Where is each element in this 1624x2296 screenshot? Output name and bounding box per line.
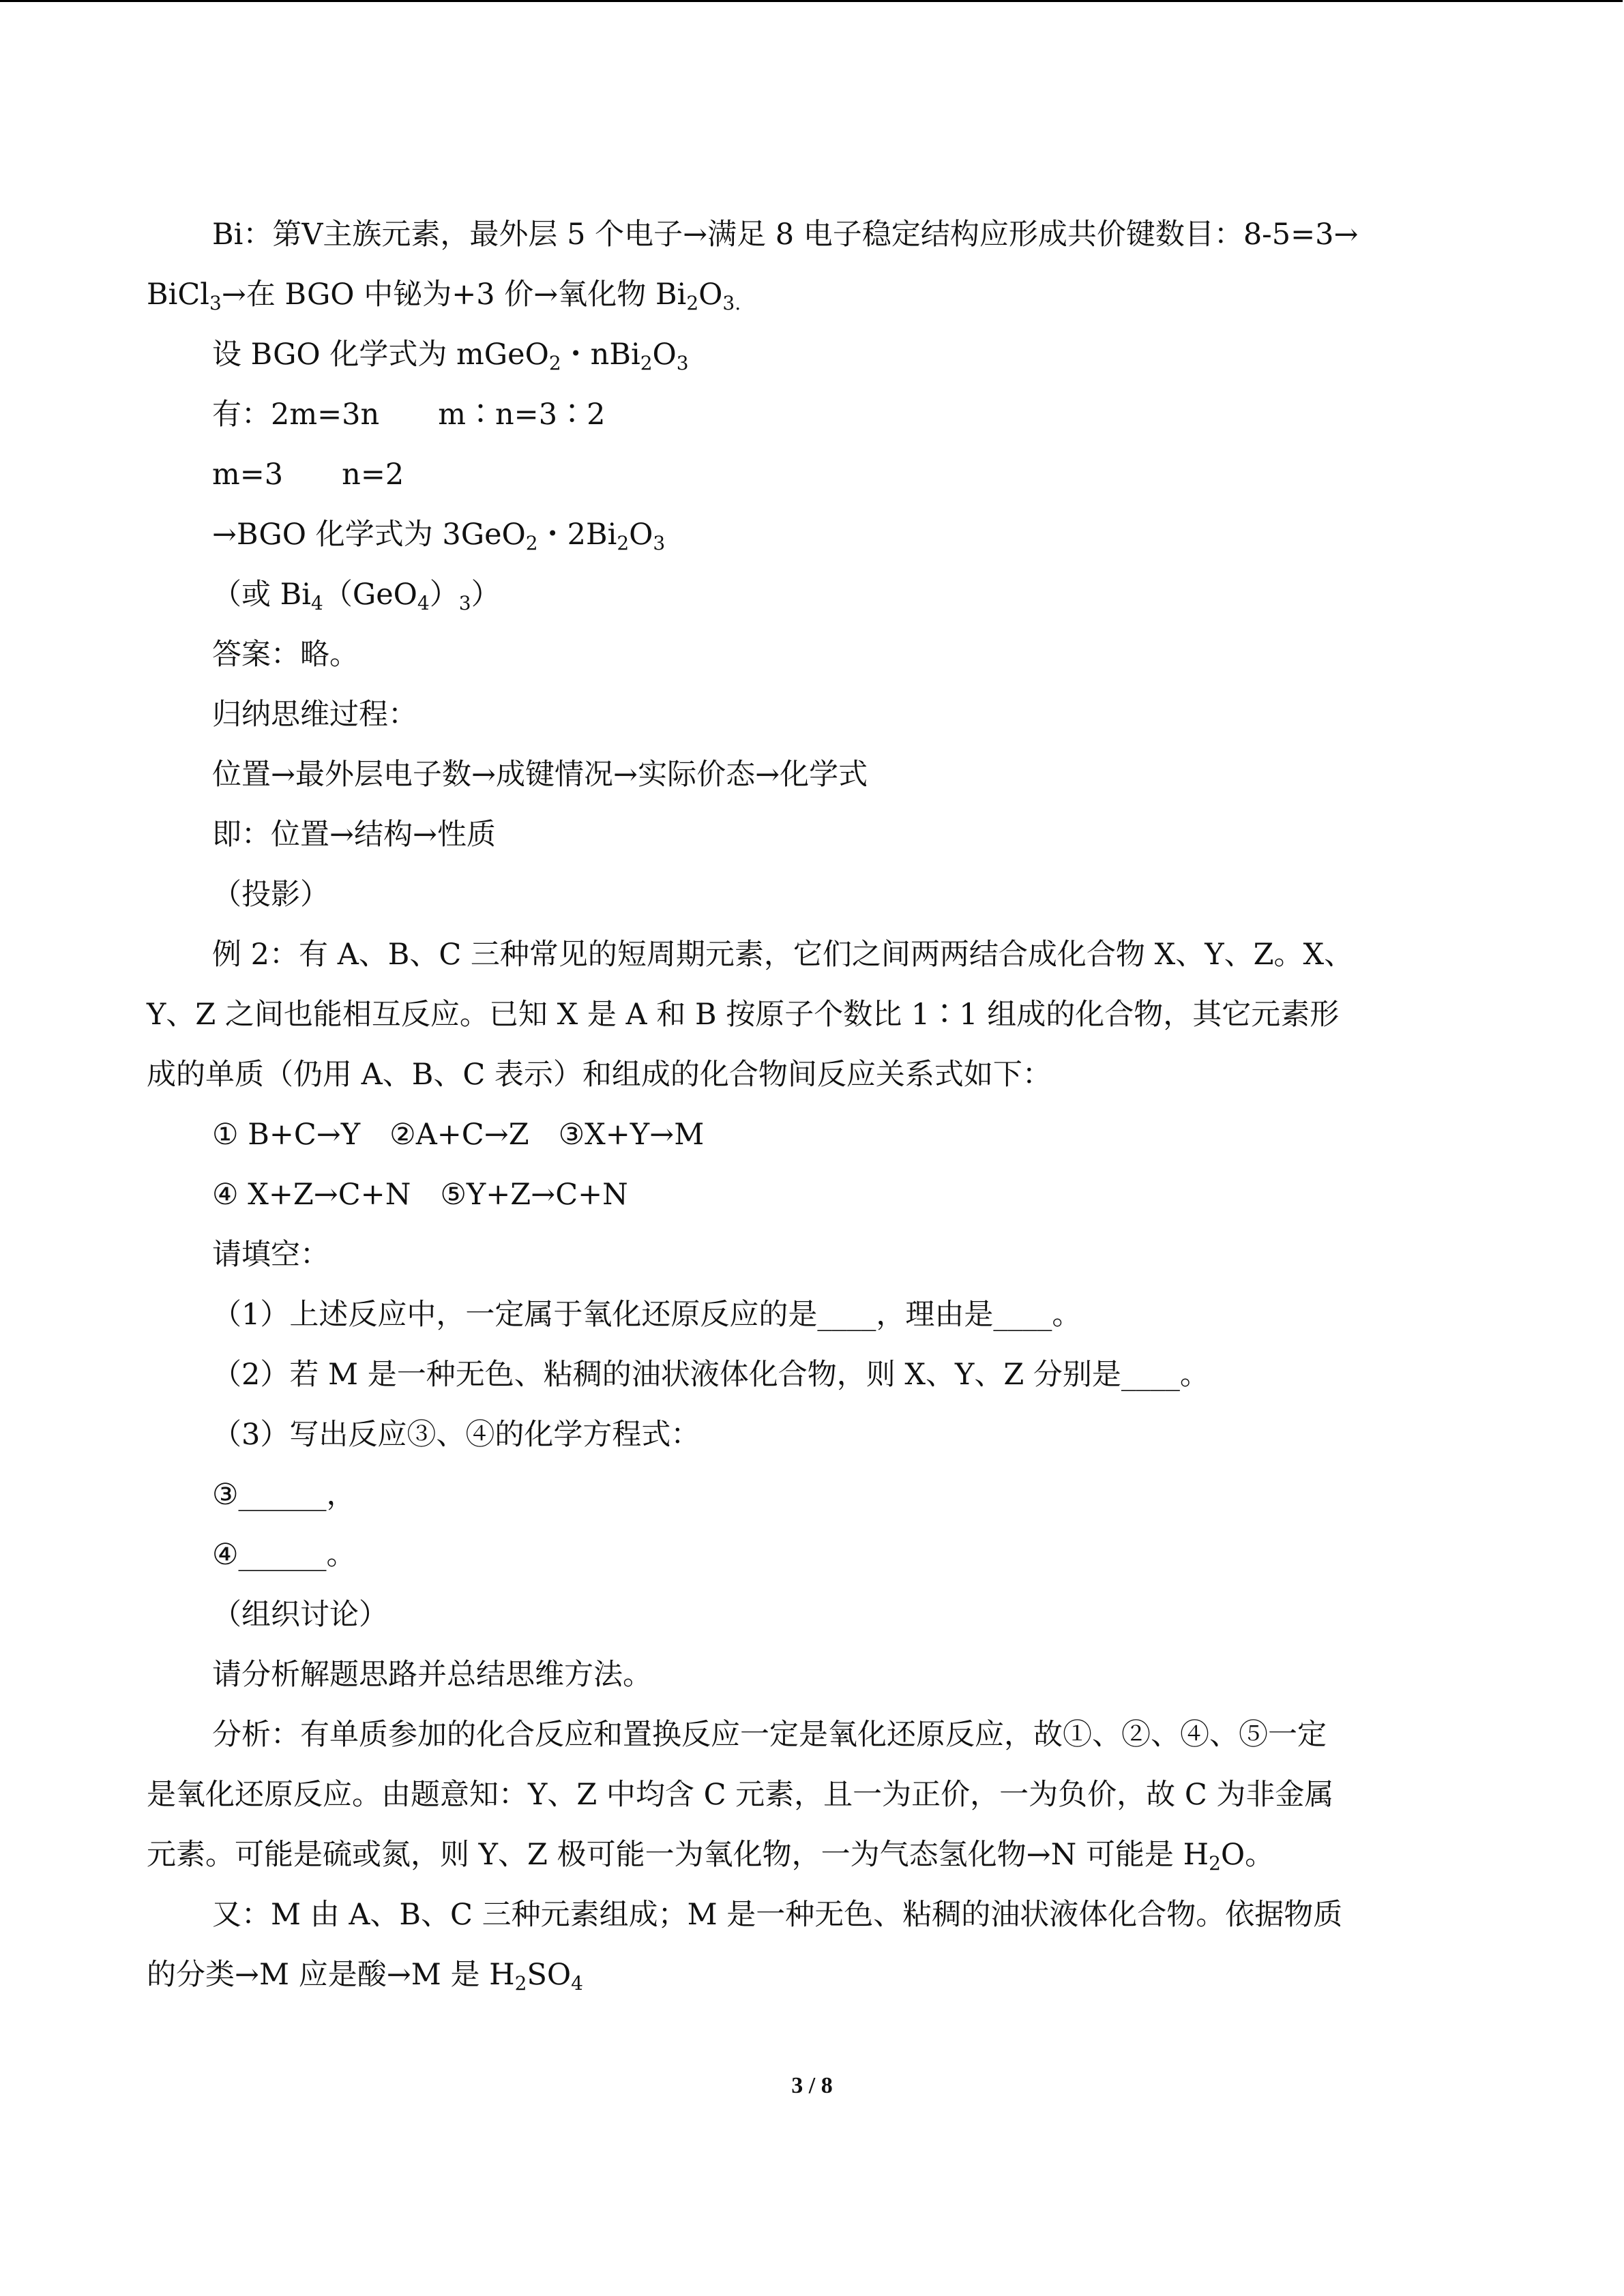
- text-line: [147, 1165, 1470, 1225]
- text-line: [147, 1585, 1470, 1645]
- line-text: ・2Bi: [537, 518, 617, 552]
- line-text: （1）上述反应中，一定属于氧化还原反应的是____，理由是____。: [212, 1298, 1082, 1332]
- text-line: [147, 1525, 1470, 1585]
- text-line: [147, 445, 1470, 505]
- page-number: 3 / 8: [791, 2073, 833, 2098]
- subscript-text: 2: [617, 532, 630, 554]
- subscript-text: 4: [311, 592, 323, 614]
- line-text: （投影）: [212, 878, 329, 912]
- text-line: [147, 1645, 1470, 1705]
- subscript-text: 3: [209, 292, 222, 314]
- subscript-text: 2: [525, 532, 538, 554]
- text-line: [147, 1345, 1470, 1405]
- line-text: 请填空：: [212, 1238, 329, 1272]
- line-text: 的分类→M 应是酸→M 是 H: [147, 1958, 515, 1992]
- line-text: 即：位置→结构→性质: [212, 818, 497, 852]
- subscript-text: 2: [548, 352, 561, 374]
- line-text: ④ X+Z→C+N ⑤Y+Z→C+N: [212, 1178, 628, 1212]
- subscript-text: 2: [640, 352, 653, 374]
- text-line: [147, 1405, 1470, 1465]
- page-top-border: [0, 0, 1623, 2]
- line-text: 位置→最外层电子数→成键情况→实际价态→化学式: [212, 758, 868, 792]
- subscript-text: 3: [458, 592, 471, 614]
- line-text: （GeO: [323, 578, 417, 612]
- line-text: →BGO 化学式为 3GeO: [212, 518, 526, 552]
- line-text: ④______。: [212, 1538, 356, 1572]
- text-line: [147, 1765, 1470, 1825]
- subscript-text: 2: [686, 292, 699, 314]
- line-text: Bi：第Ⅴ主族元素，最外层 5 个电子→满足 8 电子稳定结构应形成共价键数目：8-5=3→: [212, 218, 1359, 252]
- text-line: [147, 1705, 1470, 1765]
- line-text: ① B+C→Y ②A+C→Z ③X+Y→M: [212, 1118, 705, 1152]
- line-text: O: [652, 338, 677, 372]
- text-line: [147, 1105, 1470, 1165]
- text-line: [147, 805, 1470, 865]
- line-text: 是氧化还原反应。由题意知：Y、Z 中均含 C 元素，且一为正价，一为负价，故 C 为非金属: [147, 1778, 1334, 1812]
- subscript-text: 4: [417, 592, 430, 614]
- subscript-text: 3.: [722, 292, 741, 314]
- line-text: 又：M 由 A、B、C 三种元素组成；M 是一种无色、粘稠的油状液体化合物。依据物质: [212, 1898, 1343, 1932]
- line-text: →在 BGO 中铋为+3 价→氧化物 Bi: [221, 278, 687, 312]
- line-text: BiCl: [147, 278, 210, 312]
- line-text: ）: [471, 578, 501, 612]
- line-text: O。: [1220, 1838, 1275, 1872]
- text-line: [147, 1465, 1470, 1525]
- line-text: ・nBi: [561, 338, 640, 372]
- text-line: [147, 505, 1470, 565]
- text-line: [147, 205, 1470, 265]
- subscript-text: 3: [653, 532, 666, 554]
- line-text: 有：2m=3n m∶n=3∶2: [212, 398, 606, 432]
- line-text: ）: [429, 578, 459, 612]
- text-line: [147, 1045, 1470, 1105]
- text-line: [147, 1825, 1470, 1885]
- line-text: 分析：有单质参加的化合反应和置换反应一定是氧化还原反应，故①、②、④、⑤一定: [212, 1718, 1327, 1752]
- line-text: 答案：略。: [212, 638, 359, 672]
- subscript-text: 3: [676, 352, 689, 374]
- text-line: [147, 385, 1470, 445]
- line-text: （3）写出反应③、④的化学方程式：: [212, 1418, 700, 1452]
- text-line: [147, 985, 1470, 1045]
- line-text: 元素。可能是硫或氮，则 Y、Z 极可能一为氧化物，一为气态氢化物→N 可能是 H: [147, 1838, 1209, 1872]
- line-text: SO: [527, 1958, 572, 1992]
- line-text: ③______，: [212, 1478, 356, 1512]
- line-text: 归纳思维过程：: [212, 698, 417, 732]
- document-body: [147, 205, 1470, 2005]
- text-line: [147, 1225, 1470, 1285]
- text-line: [147, 1285, 1470, 1345]
- line-text: 例 2：有 A、B、C 三种常见的短周期元素，它们之间两两结合成化合物 X、Y、Z。X、: [212, 938, 1354, 972]
- line-text: （或 Bi: [212, 578, 312, 612]
- line-text: （组织讨论）: [212, 1598, 388, 1632]
- text-line: [147, 565, 1470, 625]
- text-line: [147, 325, 1470, 385]
- line-text: Y、Z 之间也能相互反应。已知 X 是 A 和 B 按原子个数比 1∶1 组成的化合物，其它元素形: [147, 998, 1340, 1032]
- line-text: O: [698, 278, 723, 312]
- line-text: O: [629, 518, 653, 552]
- text-line: [147, 1885, 1470, 1945]
- subscript-text: 4: [571, 1972, 583, 1995]
- line-text: 设 BGO 化学式为 mGeO: [212, 338, 549, 372]
- line-text: m=3 n=2: [212, 458, 404, 492]
- text-line: [147, 265, 1470, 325]
- text-line: [147, 865, 1470, 925]
- line-text: （2）若 M 是一种无色、粘稠的油状液体化合物，则 X、Y、Z 分别是____。: [212, 1358, 1209, 1392]
- line-text: 成的单质（仍用 A、B、C 表示）和组成的化合物间反应关系式如下：: [147, 1058, 1052, 1092]
- text-line: [147, 925, 1470, 985]
- subscript-text: 2: [1209, 1852, 1221, 1875]
- text-line: [147, 625, 1470, 685]
- text-line: [147, 1945, 1470, 2005]
- subscript-text: 2: [514, 1972, 527, 1995]
- line-text: 请分析解题思路并总结思维方法。: [212, 1658, 652, 1692]
- text-line: [147, 745, 1470, 805]
- text-line: [147, 685, 1470, 745]
